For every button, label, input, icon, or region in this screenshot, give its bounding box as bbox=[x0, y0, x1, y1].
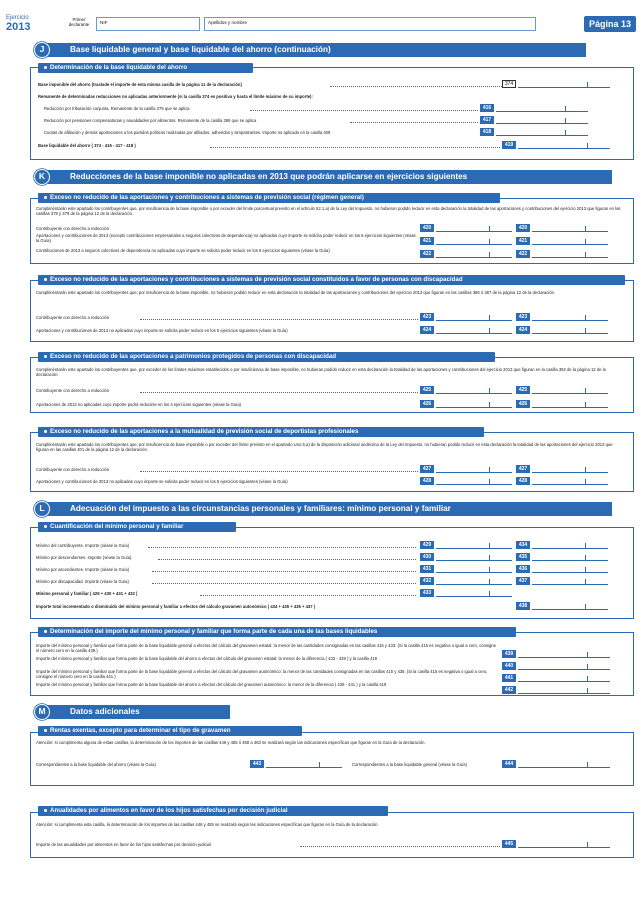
box-418: 418 bbox=[480, 128, 494, 136]
row-remanente-label: Remanente de determinadas reducciones no aplicadas anteriormente (si la casilla 374 es positiva y hasta el límite máximo de su importe): bbox=[38, 94, 313, 99]
box-440: 440 bbox=[502, 662, 516, 670]
k4-subtitle-text: Exceso no reducido de las aportaciones a la mutualidad de previsión social de deportistas profesionales bbox=[50, 428, 359, 435]
k2-subtitle-text: Exceso no reducido de las aportaciones y contribuciones a sistemas de previsión social constituidos a favor de personas con discapacidad bbox=[50, 276, 463, 283]
box-425b: 425 bbox=[516, 386, 530, 394]
l1-subtitle bbox=[38, 522, 236, 532]
box-423a: 423 bbox=[420, 313, 434, 321]
l1-subtitle-text: Cuantificación del mínimo personal y familiar bbox=[50, 523, 184, 530]
box-420a: 420 bbox=[420, 224, 434, 232]
field-425a[interactable] bbox=[436, 386, 512, 394]
field-438[interactable] bbox=[532, 602, 608, 610]
k2-intro: Cumpliméntarán este apartado los contribuyentes que, por insuficiencia de la base imponible, no hubieran podido reducir en esta declaración la totalidad de las aportaciones y contribuciones del ejercicio 2013 que figuran en las casillas 386 ó 387 de la página 12 de la declaración. bbox=[36, 290, 556, 295]
box-422a: 422 bbox=[420, 250, 434, 258]
field-418[interactable] bbox=[496, 128, 588, 136]
name-field[interactable] bbox=[204, 17, 536, 31]
field-421a[interactable] bbox=[436, 237, 512, 245]
page-header bbox=[0, 0, 642, 40]
k1-row2-label: Aportaciones y contribuciones de 2013 (excepto contribuciones empresariales a seguros colectivos de dependencia) no aplicadas cuyo importe se solicita poder reducir en los 5 ejercicios siguientes (véase la Guía) bbox=[36, 233, 416, 244]
field-417[interactable] bbox=[496, 116, 588, 124]
k4-intro: Cumpliméntarán este apartado los contribuyentes que, por insuficiencia de base imponible o por exceder del límite previsto en el apartado Uno.5.a) de la disposición adicional undécima de la Ley del Impuesto, no hubieran podido reducir en esta declaración la totalidad de las aportaciones del ejercicio 2013 que figuran en las casillas 401 de la página 12 de la declaración. bbox=[36, 442, 613, 453]
k4-row1-label: Contribuyente con derecho a reducción bbox=[36, 467, 110, 472]
section-k-title: Reducciones de la base imponible no aplicadas en 2013 que podrán aplicarse en ejercicios siguientes bbox=[36, 170, 612, 184]
k3-row1-label: Contribuyente con derecho a reducción bbox=[36, 388, 110, 393]
dots bbox=[152, 583, 416, 584]
dots bbox=[140, 319, 418, 320]
box-442: 442 bbox=[502, 686, 516, 694]
field-427a[interactable] bbox=[436, 465, 512, 473]
row-440-label: Importe del mínimo personal y familiar que forma parte de la base liquidable del ahorro a efectos del cálculo del gravamen estatal: la menor de la diferencia ( 433 - 439 ) y la casilla 419 bbox=[36, 656, 378, 661]
box-424a: 424 bbox=[420, 326, 434, 334]
row-443-label: Correspondientes a la base liquidable del ahorro (véase la Guía) bbox=[36, 762, 156, 767]
row-444-label: Correspondientes a la base liquidable general (véase la Guía) bbox=[352, 762, 467, 767]
section-j-title: Base liquidable general y base liquidable del ahorro (continuación) bbox=[36, 43, 586, 57]
field-445[interactable] bbox=[518, 840, 610, 848]
box-445: 445 bbox=[502, 840, 516, 848]
box-435: 435 bbox=[516, 553, 530, 561]
box-441: 441 bbox=[502, 674, 516, 682]
field-432[interactable] bbox=[436, 577, 512, 585]
section-k-letter: K bbox=[34, 169, 50, 185]
k2-row2-label: Aportaciones y contribuciones de 2013 no aplicadas cuyo importe se solicita poder reducir en los 5 ejercicios siguientes (véase la Guía) bbox=[36, 328, 288, 333]
box-444: 444 bbox=[502, 760, 516, 768]
box-434: 434 bbox=[516, 541, 530, 549]
box-426a: 426 bbox=[420, 400, 434, 408]
field-431[interactable] bbox=[436, 565, 512, 573]
field-436[interactable] bbox=[532, 565, 608, 573]
box-423b: 423 bbox=[516, 313, 530, 321]
m2-frame bbox=[30, 812, 634, 858]
field-440[interactable] bbox=[518, 662, 610, 670]
m2-subtitle-text: Anualidades por alimentos en favor de los hijos satisfechas por decisión judicial bbox=[50, 807, 288, 814]
field-442[interactable] bbox=[518, 686, 610, 694]
field-437[interactable] bbox=[532, 577, 608, 585]
box-437: 437 bbox=[516, 577, 530, 585]
dots bbox=[250, 110, 478, 111]
m1-subtitle bbox=[38, 726, 302, 736]
field-444[interactable] bbox=[518, 760, 610, 768]
section-j-subtitle bbox=[38, 63, 253, 73]
field-427b[interactable] bbox=[532, 465, 608, 473]
field-430[interactable] bbox=[436, 553, 512, 561]
box-427b: 427 bbox=[516, 465, 530, 473]
row-438-label: Importe total incrementado o disminuido del mínimo personal y familiar a efectos del cálculo gravamen autonómico ( 434 + 435 + 436 + 437 ) bbox=[36, 604, 316, 609]
box-421a: 421 bbox=[420, 237, 434, 245]
field-422b[interactable] bbox=[532, 250, 608, 258]
box-426b: 426 bbox=[516, 400, 530, 408]
k3-subtitle-text: Exceso no reducido de las aportaciones a patrimonios protegidos de personas con discapacidad bbox=[50, 353, 337, 360]
row-445-label: Importe de las anualidades por alimentos en favor de los hijos satisfechas por decisión judicial bbox=[36, 842, 211, 847]
section-l-title: Adecuación del impuesto a las circunstancias personales y familiares: mínimo personal y familiar bbox=[36, 502, 612, 516]
row-439-label: Importe del mínimo personal y familiar que forma parte de la base liquidable general a efectos del cálculo del gravamen estatal: la menor de las cantidades consignadas en las casillas 415 y 433. (Si la casilla 415 es negativa o igual a cero, consigne el número cero en la casilla 439.) bbox=[36, 643, 496, 654]
dots bbox=[140, 471, 418, 472]
k1-intro: Cumpliméntarán este apartado los contribuyentes que, por insuficiencia de la base imponible o por exceder del límite porcentual previsto en el artículo 52.1.a) de la Ley del Impuesto, no hubieran podido reducir en esta declaración la totalidad de las aportaciones y contribuciones del ejercicio 2013 que figuran en las casillas 378 y 379 de la página 12 de la declaración. bbox=[36, 206, 621, 217]
box-428a: 428 bbox=[420, 477, 434, 485]
box-443: 443 bbox=[250, 760, 264, 768]
field-439[interactable] bbox=[518, 650, 610, 658]
field-426a[interactable] bbox=[436, 400, 512, 408]
field-421b[interactable] bbox=[532, 237, 608, 245]
l2-subtitle-text: Determinación del importe del mínimo personal y familiar que forma parte de cada una de las bases liquidables bbox=[50, 628, 378, 635]
row-416-label: Reducción por tributación conjunta. Remanente de la casilla 379 que se aplica bbox=[44, 106, 190, 111]
dots bbox=[210, 147, 500, 148]
box-433: 433 bbox=[420, 589, 434, 597]
k1-subtitle-text: Exceso no reducido de las aportaciones y contribuciones a sistemas de previsión social (régimen general) bbox=[50, 194, 364, 201]
k1-row3-label: Contribuciones de 2013 a seguros colectivos de dependencia no aplicadas cuyo importe se solicita poder reducir en los 5 ejercicios siguientes (véase la Guía) bbox=[36, 248, 330, 253]
box-422b: 422 bbox=[516, 250, 530, 258]
row-441-label: Importe del mínimo personal y familiar que forma parte de la base liquidable general a efectos del cálculo del gravamen autonómico: la menor de las cantidades consignadas en las casillas 415 y 438. (Si la casilla 415 es negativa o igual a cero, consigne el número cero en la casilla 441.) bbox=[36, 669, 488, 680]
m2-note: Atención: si cumplimenta esta casilla, la determinación de los importes de las casillas 446 y 455 se realizará según las indicaciones específicas que figuran en la Guía de la declaración. bbox=[36, 822, 379, 827]
box-428b: 428 bbox=[516, 477, 530, 485]
dots bbox=[158, 559, 416, 560]
field-434[interactable] bbox=[532, 541, 608, 549]
box-429: 429 bbox=[420, 541, 434, 549]
field-424b[interactable] bbox=[532, 326, 608, 334]
row-418-label: Cuotas de afiliación y demás aportaciones a los partidos políticos realizadas por afiliados, adheridos y simpatizantes. Importe no aplicado en la casilla 409 bbox=[44, 130, 331, 135]
k2-row1-label: Contribuyente con derecho a reducción bbox=[36, 315, 110, 320]
field-429[interactable] bbox=[436, 541, 512, 549]
box-417: 417 bbox=[480, 116, 494, 124]
m1-subtitle-text: Rentas exentas, excepto para determinar el tipo de gravamen bbox=[50, 727, 231, 734]
row-429-label: Mínimo del contribuyente. Importe (véase la Guía) bbox=[36, 543, 130, 548]
m1-note: Atención: si cumplimenta alguna de estas casillas, la determinación de los importes de las casillas 446 y 455 ó 458 a 463 se realizará según las indicaciones específicas que figuran en la Guía de la declaración. bbox=[36, 740, 426, 745]
section-l-letter: L bbox=[34, 501, 50, 517]
k4-subtitle bbox=[38, 427, 484, 437]
nif-label: NIF bbox=[100, 20, 108, 25]
field-423b[interactable] bbox=[532, 313, 608, 321]
row-419-label: Base liquidable del ahorro ( 374 - 416 - 417 - 418 ) bbox=[38, 143, 136, 148]
box-432: 432 bbox=[420, 577, 434, 585]
section-j-subtitle-text: Determinación de la base liquidable del ahorro bbox=[50, 64, 188, 71]
m2-subtitle bbox=[38, 806, 388, 816]
field-374[interactable] bbox=[518, 80, 610, 88]
box-438: 438 bbox=[516, 602, 530, 610]
box-425a: 425 bbox=[420, 386, 434, 394]
box-420b: 420 bbox=[516, 224, 530, 232]
k2-subtitle bbox=[38, 275, 625, 285]
page-number-badge: Página 13 bbox=[584, 16, 636, 32]
box-374: 374 bbox=[502, 80, 516, 88]
field-435[interactable] bbox=[532, 553, 608, 561]
row-433-label: Mínimo personal y familiar ( 429 + 430 + 431 + 432 ) bbox=[36, 591, 138, 596]
section-m-title: Datos adicionales bbox=[36, 705, 230, 719]
k3-intro: Cumpliméntarán este apartado los contribuyentes que, por exceder de los límites máximos establecidos o por insuficiencia de base imponible, no hubieran podido reducir en esta declaración la totalidad de las aportaciones y contribuciones del ejercicio 2013 que figuran en la casilla 392 de la página 12 de la declaración. bbox=[36, 367, 606, 378]
name-label: Apellidos y nombre bbox=[208, 20, 248, 25]
field-420a[interactable] bbox=[436, 224, 512, 232]
field-428a[interactable] bbox=[436, 477, 512, 485]
exercise-label bbox=[6, 15, 30, 33]
box-421b: 421 bbox=[516, 237, 530, 245]
box-430: 430 bbox=[420, 553, 434, 561]
field-420b[interactable] bbox=[532, 224, 608, 232]
row-417-label: Reducción por pensiones compensatorias y anualidades por alimentos. Remanente de la casilla 398 que se aplica bbox=[44, 118, 257, 123]
exercise-year: 2013 bbox=[6, 21, 31, 33]
row-430-label: Mínimo por descendientes. Importe (véase la Guía) bbox=[36, 555, 132, 560]
dots bbox=[152, 571, 416, 572]
box-427a: 427 bbox=[420, 465, 434, 473]
field-433[interactable] bbox=[436, 589, 512, 597]
row-442-label: Importe del mínimo personal y familiar que forma parte de la base liquidable del ahorro a efectos del cálculo del gravamen autonómico: la menor de la diferencia ( 438 - 441 ) y la casilla 419 bbox=[36, 682, 387, 687]
row-374-label: Base imponible del ahorro (traslade el importe de esta misma casilla de la página 11 de la declaración) bbox=[38, 82, 242, 87]
section-j-letter: J bbox=[34, 42, 50, 58]
exercise-text: Ejercicio bbox=[6, 15, 29, 21]
field-416[interactable] bbox=[496, 104, 588, 112]
dots bbox=[300, 846, 500, 847]
row-432-label: Mínimo por discapacidad. Importe (véase la Guía) bbox=[36, 579, 129, 584]
field-422a[interactable] bbox=[436, 250, 512, 258]
box-431: 431 bbox=[420, 565, 434, 573]
field-428b[interactable] bbox=[532, 477, 608, 485]
dots bbox=[200, 595, 416, 596]
field-425b[interactable] bbox=[532, 386, 608, 394]
box-436: 436 bbox=[516, 565, 530, 573]
dots bbox=[148, 547, 416, 548]
k4-row2-label: Aportaciones y contribuciones de 2013 no aplicadas cuyo importe se solicita poder reducir en los 5 ejercicios siguientes (véase la Guía) bbox=[36, 479, 288, 484]
k1-row1-label: Contribuyente con derecho a reducción bbox=[36, 226, 110, 231]
field-423a[interactable] bbox=[436, 313, 512, 321]
field-419[interactable] bbox=[518, 141, 610, 149]
box-419: 419 bbox=[502, 141, 516, 149]
field-424a[interactable] bbox=[436, 326, 512, 334]
l2-subtitle bbox=[38, 627, 516, 637]
k3-subtitle bbox=[38, 352, 495, 362]
k3-row2-label: Aportaciones de 2013 no aplicadas cuyo importe podrá reducirse en los 4 ejercicios siguientes (véase la Guía) bbox=[36, 402, 242, 407]
field-443[interactable] bbox=[266, 760, 342, 768]
field-441[interactable] bbox=[518, 674, 610, 682]
dots bbox=[140, 392, 418, 393]
dots bbox=[330, 86, 502, 87]
row-431-label: Mínimo por ascendientes. Importe (véase la Guía) bbox=[36, 567, 130, 572]
dots bbox=[350, 122, 478, 123]
box-416: 416 bbox=[480, 104, 494, 112]
box-424b: 424 bbox=[516, 326, 530, 334]
box-439: 439 bbox=[502, 650, 516, 658]
declarante-label: Primer declarante bbox=[68, 17, 90, 27]
nif-field[interactable] bbox=[96, 17, 200, 31]
k1-subtitle bbox=[38, 193, 500, 203]
section-m-letter: M bbox=[34, 704, 50, 720]
field-426b[interactable] bbox=[532, 400, 608, 408]
